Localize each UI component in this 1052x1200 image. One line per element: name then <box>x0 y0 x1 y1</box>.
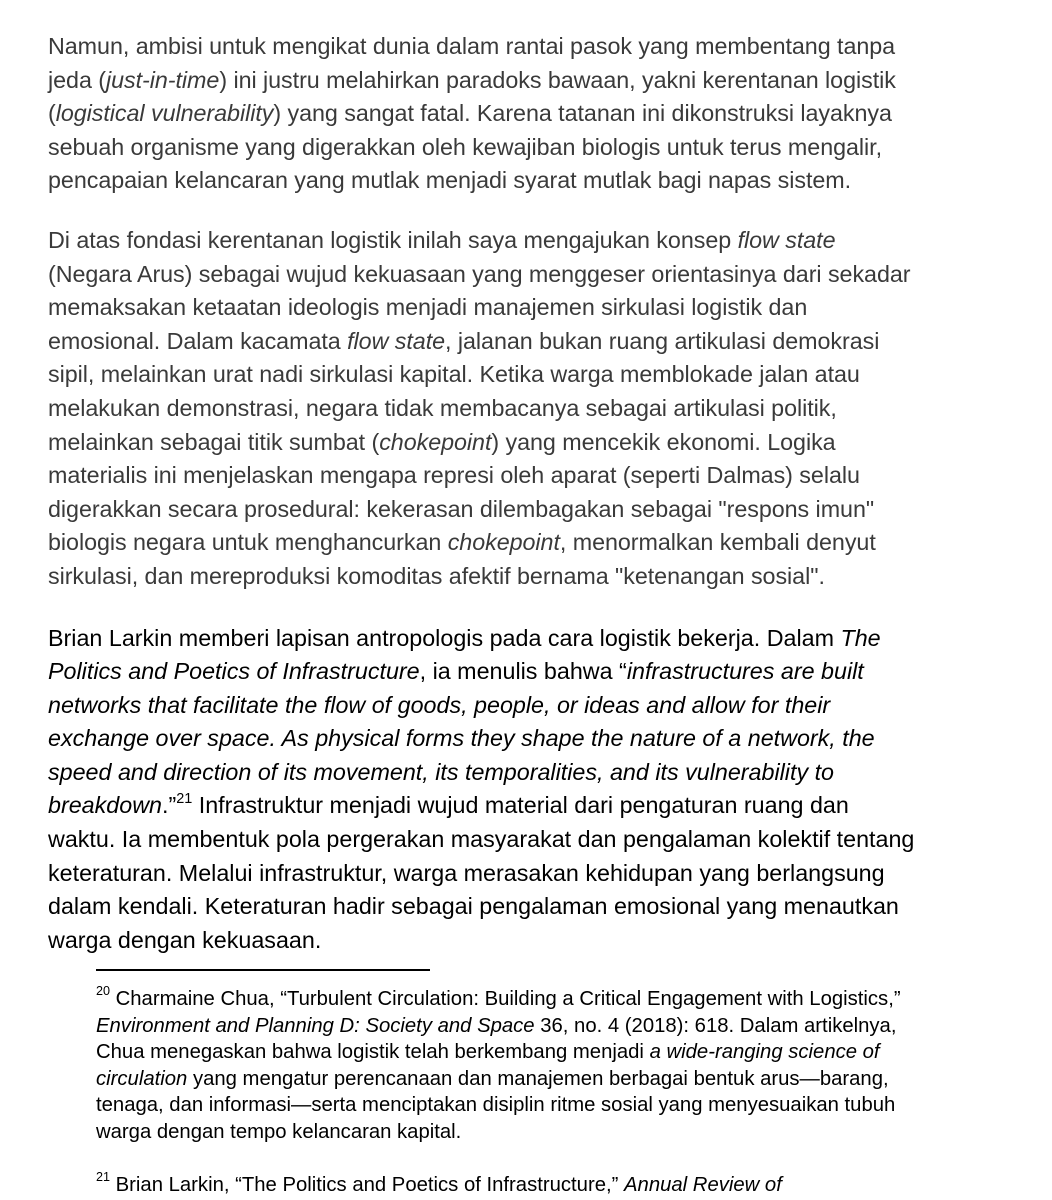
italic-text: networks that facilitate the flow of goods, people, or ideas and allow for their <box>48 691 831 718</box>
document-body <box>48 30 1008 957</box>
text-run: Infrastruktur menjadi wujud material dari pengaturan ruang dan <box>192 792 849 819</box>
italic-text: flow state <box>737 226 836 253</box>
italic-text: just-in-time <box>105 66 220 93</box>
text-run: Namun, ambisi untuk mengikat dunia dalam rantai pasok yang membentang tanpa <box>48 33 896 59</box>
text-run: .” <box>161 792 177 819</box>
italic-text: Annual Review of <box>624 1173 782 1196</box>
text-run: sipil, melainkan urat nadi sirkulasi kapital. Ketika warga memblokade jalan atau <box>48 361 860 388</box>
text-run: materialis ini menjelaskan mengapa represi oleh aparat (seperti Dalmas) selalu <box>48 462 860 489</box>
text-run: waktu. Ia membentuk pola pergerakan masyarakat dan pengalaman kolektif tentang <box>48 826 915 853</box>
paragraph-logistical-vulnerability <box>48 30 1008 198</box>
text-run: sirkulasi, dan mereproduksi komoditas afektif bernama "ketenangan sosial". <box>48 562 825 589</box>
italic-text: logistical vulnerability <box>55 100 274 127</box>
paragraph-flow-state <box>48 224 1008 594</box>
footnote-21 <box>96 1169 1026 1199</box>
text-run: yang mengatur perencanaan dan manajemen berbagai bentuk arus—barang, <box>187 1067 889 1090</box>
text-run: digerakkan secara prosedural: kekerasan dilembagakan sebagai "respons imun" <box>48 495 875 522</box>
text-run: ) ini justru melahirkan paradoks bawaan, yakni kerentanan logistik <box>219 66 896 93</box>
paragraph-larkin-infrastructure <box>48 622 1008 958</box>
text-run: 36, no. 4 (2018): 618. Dalam artikelnya, <box>534 1014 897 1037</box>
footnote-ref: 21 <box>176 790 193 807</box>
text-run: emosional. Dalam kacamata <box>48 327 348 354</box>
footnote-ref: 20 <box>96 984 110 999</box>
text-run: (Negara Arus) sebagai wujud kekuasaan yang menggeser orientasinya dari sekadar <box>48 260 911 287</box>
footnote-separator <box>96 969 430 971</box>
text-run: keteraturan. Melalui infrastruktur, warga merasakan kehidupan yang berlangsung <box>48 859 885 886</box>
text-run: pencapaian kelancaran yang mutlak menjadi syarat mutlak bagi napas sistem. <box>48 167 852 194</box>
italic-text: The <box>840 624 881 651</box>
text-run: , ia menulis bahwa “ <box>419 658 627 685</box>
italic-text: Politics and Poetics of Infrastructure <box>48 658 420 685</box>
text-run: Brian Larkin memberi lapisan antropologis pada cara logistik bekerja. Dalam <box>48 624 841 651</box>
text-run: sebuah organisme yang digerakkan oleh kewajiban biologis untuk terus mengalir, <box>48 133 883 160</box>
italic-text: chokepoint <box>447 529 560 556</box>
footnote-ref: 21 <box>96 1169 110 1184</box>
text-run: dalam kendali. Keteraturan hadir sebagai pengalaman emosional yang menautkan <box>48 893 899 920</box>
footnotes-section <box>96 986 1026 1198</box>
text-run: ( <box>48 100 56 127</box>
text-run: , menormalkan kembali denyut <box>559 529 876 556</box>
text-run: ) yang sangat fatal. Karena tatanan ini dikonstruksi layaknya <box>273 100 892 127</box>
italic-text: speed and direction of its movement, its temporalities, and its vulnerability to <box>48 758 835 785</box>
italic-text: circulation <box>96 1067 188 1090</box>
italic-text: infrastructures are built <box>626 658 864 685</box>
text-run: Chua menegaskan bahwa logistik telah berkembang menjadi <box>96 1041 650 1064</box>
footnote-20 <box>96 986 1026 1146</box>
italic-text: Environment and Planning D: Society and Space <box>96 1014 535 1037</box>
text-run: Brian Larkin, “The Politics and Poetics of Infrastructure,” <box>110 1173 625 1196</box>
italic-text: a wide-ranging science of <box>649 1041 880 1064</box>
text-run: warga dengan kekuasaan. <box>48 926 322 953</box>
text-run: warga dengan tempo kelancaran kapital. <box>96 1120 462 1143</box>
text-run: tenaga, dan informasi—serta menciptakan disiplin ritme sosial yang menyesuaikan tubuh <box>96 1094 896 1117</box>
text-run: memaksakan ketaatan ideologis menjadi manajemen sirkulasi logistik dan <box>48 294 808 321</box>
text-run: melainkan sebagai titik sumbat ( <box>48 428 380 455</box>
text-run: biologis negara untuk menghancurkan <box>48 529 448 556</box>
text-run: melakukan demonstrasi, negara tidak membacanya sebagai artikulasi politik, <box>48 394 837 421</box>
text-run: Charmaine Chua, “Turbulent Circulation: Building a Critical Engagement with Logistics,” <box>110 988 901 1010</box>
text-run: ) yang mencekik ekonomi. Logika <box>491 428 836 455</box>
text-run: , jalanan bukan ruang artikulasi demokrasi <box>445 327 880 354</box>
text-run: jeda ( <box>48 66 106 93</box>
italic-text: breakdown <box>48 792 162 819</box>
italic-text: chokepoint <box>379 428 492 455</box>
italic-text: exchange over space. As physical forms they shape the nature of a network, the <box>48 725 875 752</box>
text-run: Di atas fondasi kerentanan logistik inilah saya mengajukan konsep <box>48 226 738 253</box>
italic-text: flow state <box>347 327 446 354</box>
